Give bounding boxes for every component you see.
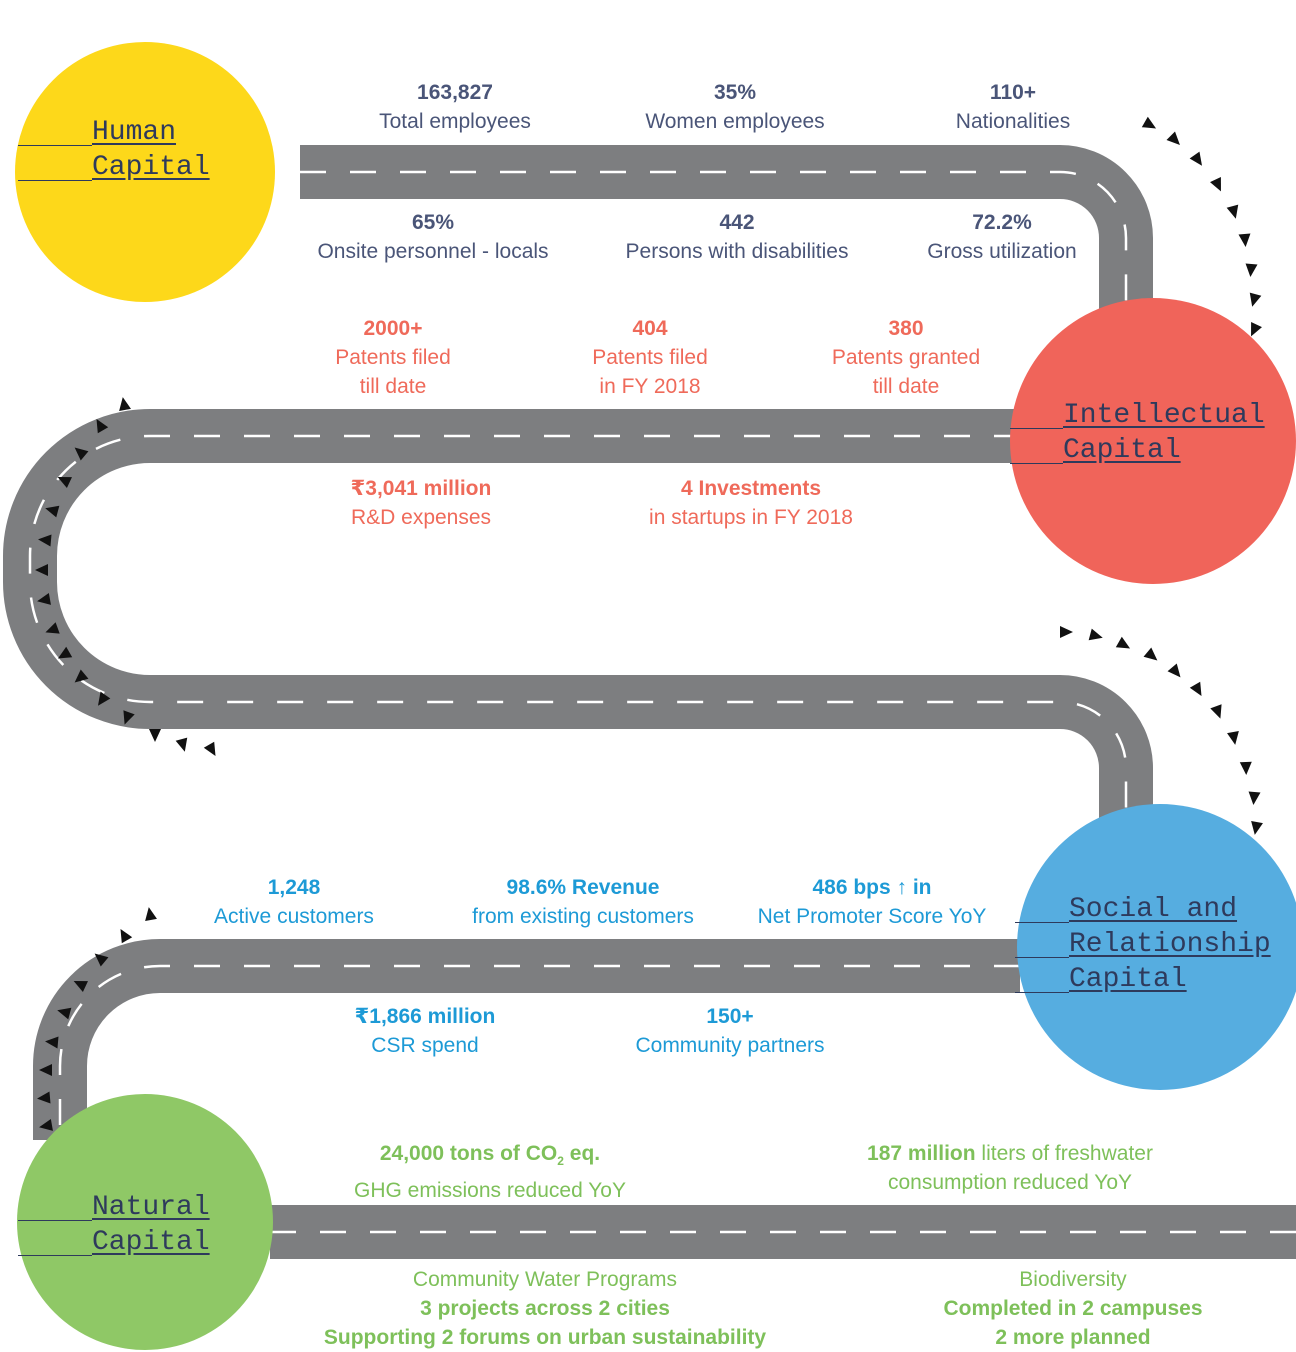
- intellectual-capital-label: Intellectual Capital: [1010, 398, 1265, 468]
- road-segment-intellectual: [30, 436, 1126, 830]
- stat-patents-granted: 380 Patents granted till date: [831, 317, 981, 398]
- stat-nationalities: 110+ Nationalities: [955, 81, 1071, 133]
- arrow-middle-right-2: [1116, 637, 1133, 654]
- arrow-top-right-4: [1227, 205, 1242, 221]
- arrow-left-0: [117, 396, 131, 411]
- arrow-middle-right-1: [1089, 629, 1105, 644]
- arrow-middle-right-10: [1249, 821, 1263, 836]
- road-segment-intellectual-dashes: [30, 436, 1126, 830]
- stat-nps: 486 bps ↑ in Net Promoter Score YoY: [757, 876, 987, 928]
- stat-startup-investments: 4 Investments in startups in FY 2018: [649, 477, 853, 529]
- stat-patents-filed-fy: 404 Patents filed in FY 2018: [592, 317, 708, 398]
- arrow-middle-right-6: [1210, 704, 1226, 720]
- arrow-middle-right-8: [1240, 762, 1252, 775]
- arrow-middle-right-0: [1060, 626, 1073, 638]
- stat-patents-filed-total: 2000+ Patents filed till date: [335, 317, 451, 398]
- arrow-top-right-3: [1210, 177, 1226, 194]
- arrow-top-right-0: [1142, 117, 1159, 134]
- stat-freshwater-reduction: 187 million liters of freshwater consumption reduced YoY: [867, 1142, 1153, 1194]
- stat-revenue-existing: 98.6% Revenue from existing customers: [472, 876, 694, 928]
- arrow-middle-right-4: [1168, 664, 1186, 682]
- stat-biodiversity: Biodiversity Completed in 2 campuses 2 more planned: [943, 1268, 1203, 1349]
- arrow-top-right-1: [1167, 132, 1185, 150]
- arrow-top-right-5: [1238, 233, 1251, 247]
- stat-community-partners: 150+ Community partners: [635, 1005, 825, 1057]
- stat-disabilities: 442 Persons with disabilities: [625, 211, 849, 263]
- arrow-left-15: [204, 742, 221, 759]
- arrow-middle-right-3: [1144, 648, 1162, 666]
- arrow-middle-right-5: [1190, 682, 1207, 699]
- arrow-lower-left-0: [143, 906, 157, 921]
- stat-total-employees: 163,827 Total employees: [379, 81, 531, 133]
- arrow-left-13: [149, 729, 161, 742]
- arrow-left-14: [176, 738, 191, 754]
- arrow-middle-right-9: [1247, 791, 1260, 805]
- stat-csr-spend: ₹1,866 million CSR spend: [354, 1005, 496, 1057]
- arrow-top-right-6: [1244, 263, 1257, 277]
- stat-women-employees: 35% Women employees: [645, 81, 825, 133]
- stat-rd-expenses: ₹3,041 million R&D expenses: [350, 477, 492, 529]
- human-capital-label: Human Capital: [18, 115, 210, 185]
- stat-gross-utilization: 72.2% Gross utilization: [927, 211, 1077, 263]
- stat-community-water: Community Water Programs 3 projects across 2 cities Supporting 2 forums on urban sustainability: [323, 1268, 767, 1349]
- arrow-lower-left-1: [115, 926, 132, 943]
- social-capital-label: Social and Relationship Capital: [1015, 892, 1271, 997]
- stat-onsite-locals: 65% Onsite personnel - locals: [317, 211, 549, 263]
- arrow-top-right-7: [1246, 293, 1261, 309]
- arrow-top-right-2: [1190, 152, 1207, 170]
- stat-ghg-reduction: 24,000 tons of $CO_2$ eq. GHG emissions reduced YoY: [354, 1142, 626, 1203]
- natural-capital-label: Natural Capital: [18, 1190, 210, 1260]
- stat-active-customers: 1,248 Active customers: [214, 876, 374, 928]
- arrow-middle-right-7: [1227, 731, 1241, 746]
